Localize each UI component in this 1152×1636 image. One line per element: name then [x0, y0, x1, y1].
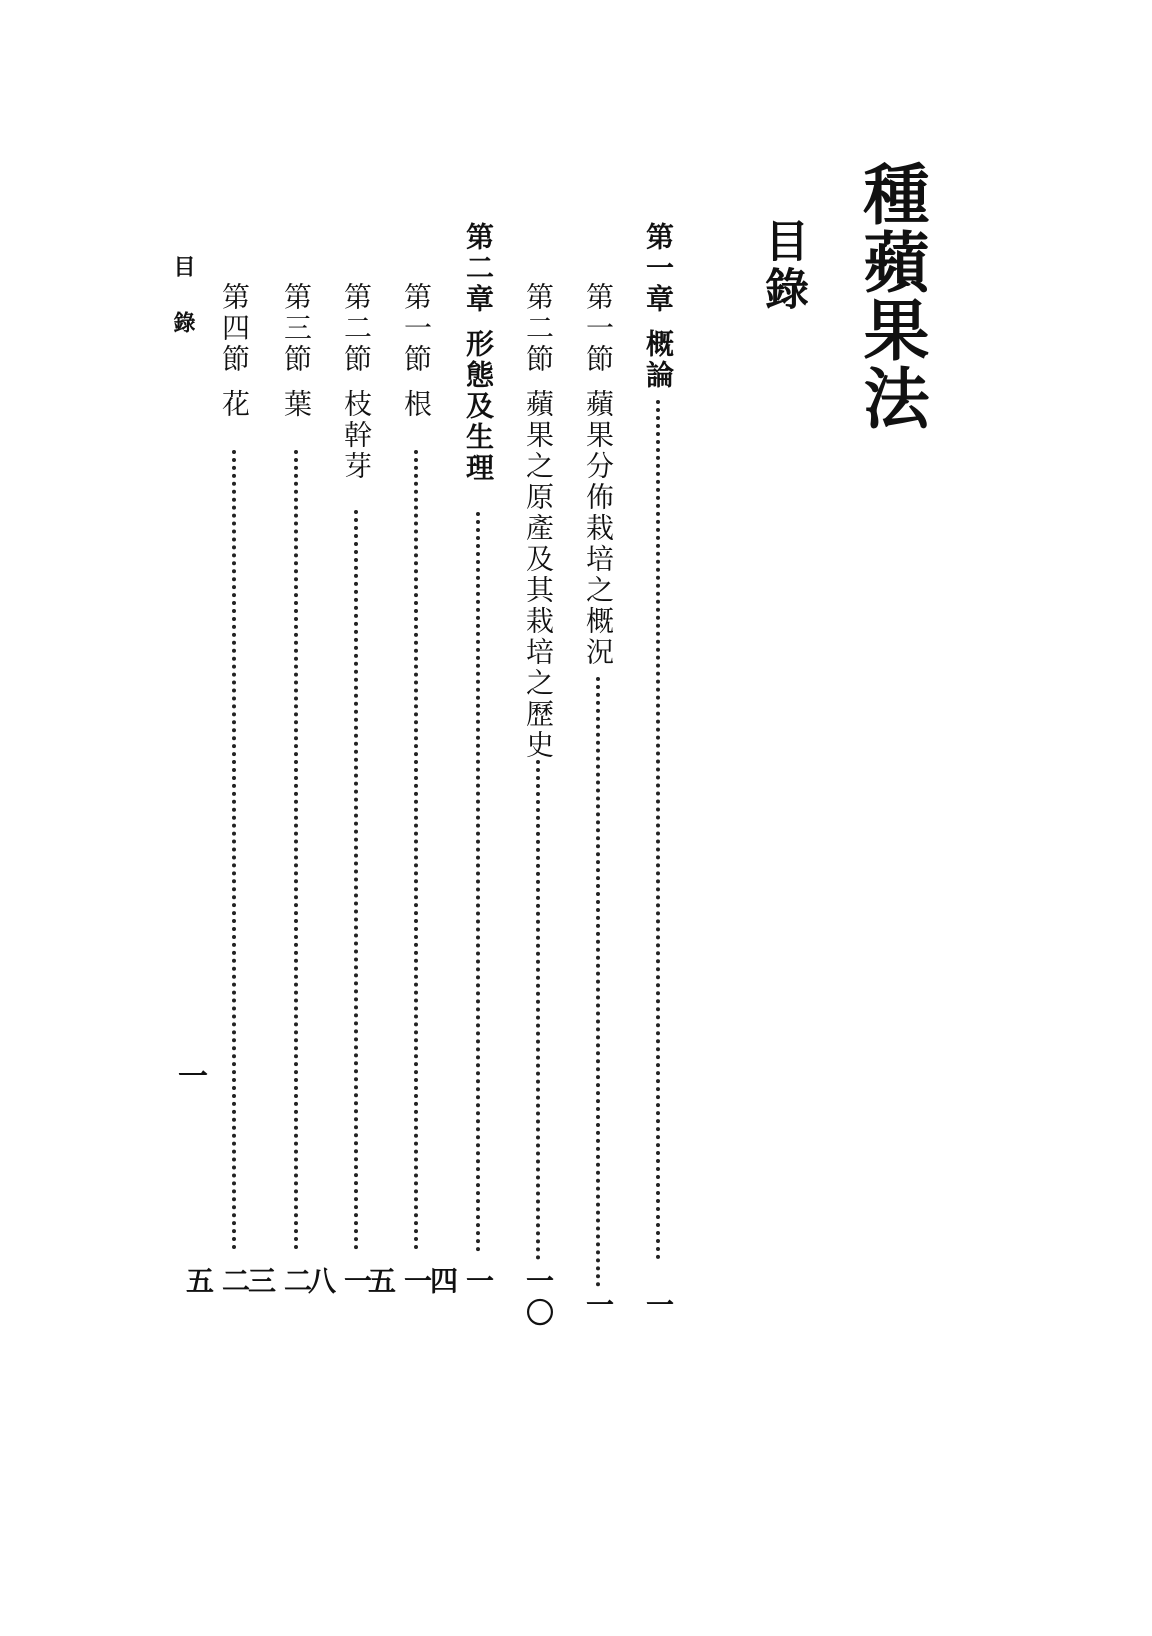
toc-entry-text: 第二章形態及生理 [462, 222, 495, 484]
toc-entry-section-2-4[interactable] [182, 282, 252, 1322]
dot-leader [294, 450, 298, 1250]
dot-leader [596, 677, 600, 1287]
page-number: 一 [172, 1060, 207, 1090]
toc-page-number: 一 [582, 1290, 615, 1322]
toc-entry-text: 第一章概論 [642, 222, 675, 391]
dot-leader [354, 510, 358, 1250]
running-header: 目錄 [170, 255, 196, 367]
toc-page-number: 二三 [244, 1266, 313, 1298]
dot-leader [536, 760, 540, 1260]
toc-entry-chapter-2[interactable] [426, 222, 496, 1322]
book-title: 種蘋果法 [852, 160, 930, 432]
toc-page-number: 一四 [426, 1266, 495, 1298]
toc-entry-text: 第四節花 [218, 282, 251, 420]
toc-entry-section-2-1[interactable] [364, 282, 434, 1322]
toc-entry-text: 第三節葉 [280, 282, 313, 420]
toc-page-number: 二五 [182, 1266, 251, 1298]
toc-entry-section-2-2[interactable] [304, 282, 374, 1322]
toc-page-number: 一 [642, 1290, 675, 1322]
toc-page-number: 一五 [364, 1266, 433, 1298]
toc-entry-text: 第二節枝幹芽 [340, 282, 373, 482]
toc-page-number: 一〇 [522, 1266, 555, 1330]
toc-entry-chapter-1[interactable] [640, 222, 676, 1322]
toc-entry-text: 第一節蘋果分佈栽培之概況 [582, 282, 615, 668]
toc-page-number: 一八 [304, 1266, 373, 1298]
dot-leader [232, 450, 236, 1250]
toc-entry-text: 第二節蘋果之原產及其栽培之歷史 [522, 282, 555, 761]
toc-entry-section-2-3[interactable] [244, 282, 314, 1322]
dot-leader [476, 512, 480, 1252]
toc-entry-section-1-1[interactable] [580, 282, 616, 1322]
dot-leader [414, 450, 418, 1250]
toc-heading: 目錄 [757, 218, 808, 314]
toc-entry-section-1-2[interactable] [520, 282, 556, 1342]
toc-entry-text: 第一節根 [400, 282, 433, 420]
dot-leader [656, 400, 660, 1260]
